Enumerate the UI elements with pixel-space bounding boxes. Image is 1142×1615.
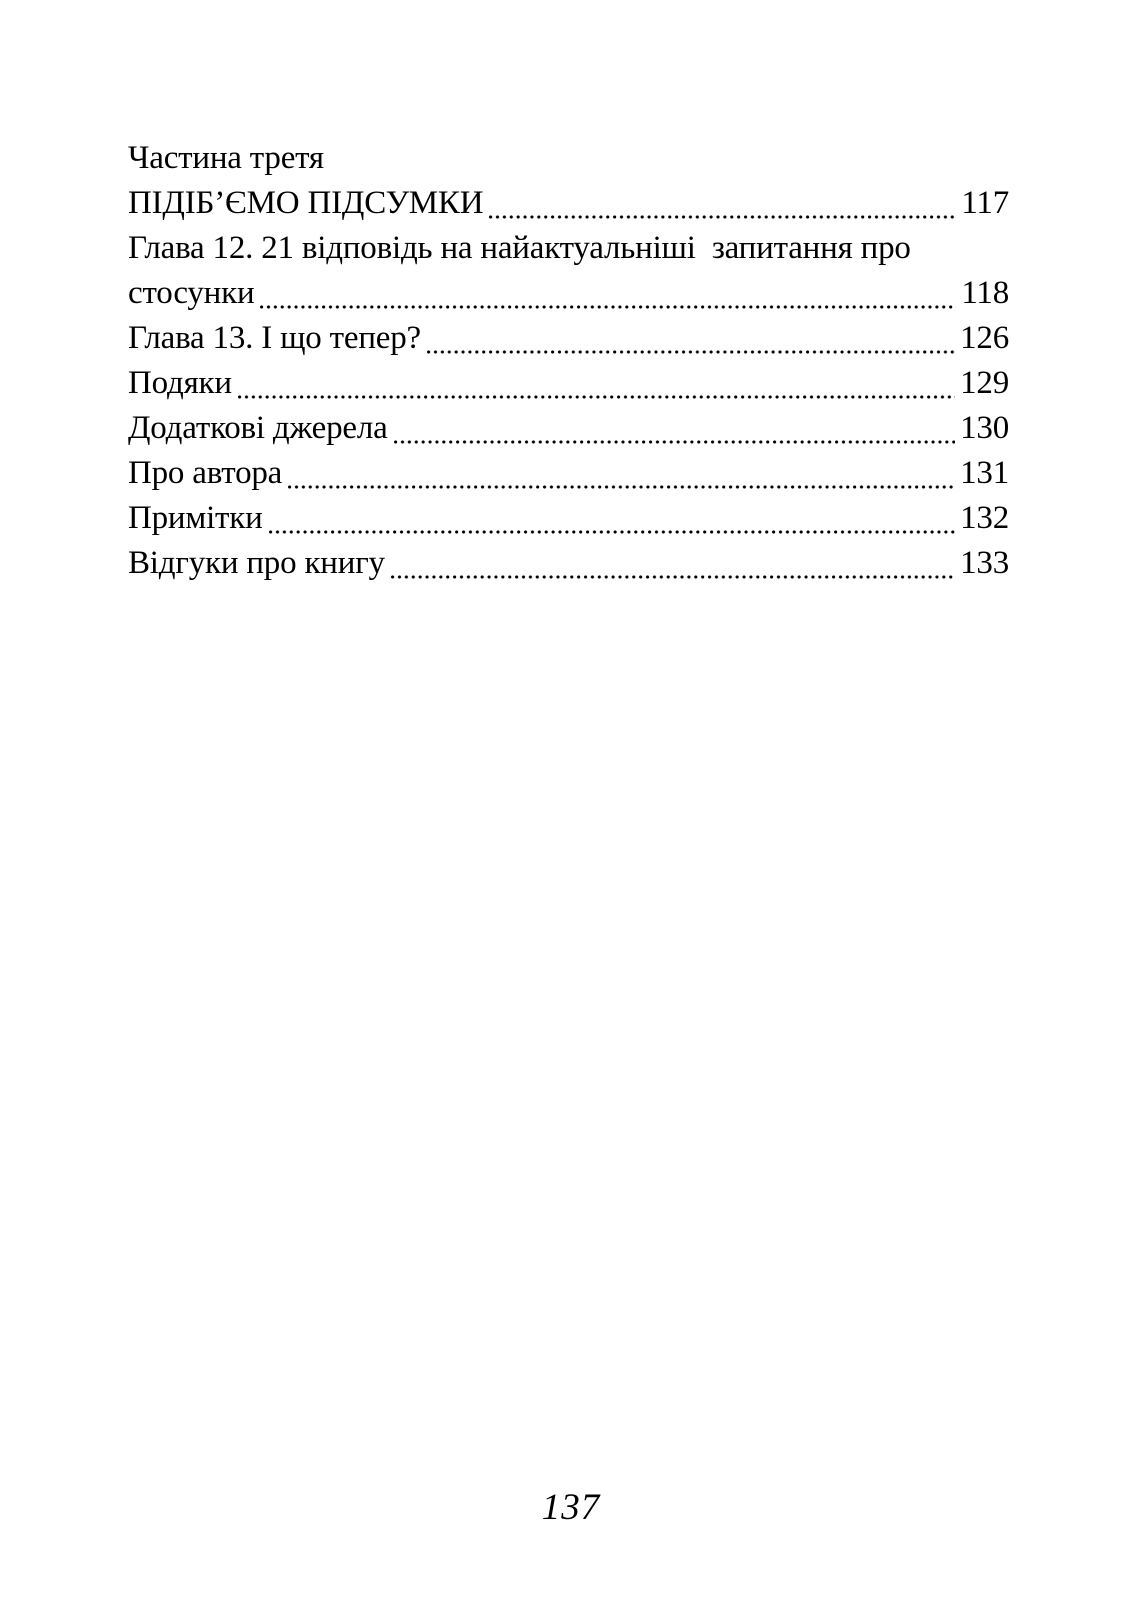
dot-leader — [427, 350, 955, 354]
toc-entry — [128, 181, 1009, 226]
toc-entry-title: Глава 13. І що тепер? — [128, 320, 421, 356]
dot-leader — [489, 215, 956, 219]
toc-entry-title: Примітки — [128, 500, 263, 536]
toc-entry-wrapped-line — [128, 226, 1009, 271]
toc-entry-title: Відгуки про книгу — [128, 545, 385, 581]
toc-entry — [128, 361, 1009, 406]
toc-page-number: 129 — [960, 365, 1009, 401]
toc-page-number: 118 — [961, 275, 1009, 311]
toc-entry-title: стосунки — [128, 275, 255, 311]
toc-entry-title: Глава 12. 21 відповідь на найактуальніші запитання про — [128, 230, 911, 266]
toc-entry — [128, 406, 1009, 451]
table-of-contents — [128, 136, 1009, 586]
toc-part-heading-line — [128, 136, 1009, 181]
dot-leader — [269, 530, 956, 534]
dot-leader — [391, 575, 955, 579]
toc-page-number: 117 — [961, 185, 1009, 221]
toc-entry — [128, 451, 1009, 496]
toc-page-number: 132 — [960, 500, 1009, 536]
toc-page-number: 133 — [960, 545, 1009, 581]
toc-page-number: 130 — [960, 410, 1009, 446]
toc-page-number: 126 — [960, 320, 1009, 356]
toc-entry-title: Подяки — [128, 365, 232, 401]
dot-leader — [260, 305, 956, 309]
folio-page-number: 137 — [541, 1487, 601, 1528]
dot-leader — [238, 395, 955, 399]
toc-entry — [128, 316, 1009, 361]
dot-leader — [394, 440, 956, 444]
toc-entry — [128, 541, 1009, 586]
toc-entry-title: Про автора — [128, 455, 283, 491]
toc-page-number: 131 — [960, 455, 1009, 491]
toc-entry — [128, 496, 1009, 541]
toc-part-label: Частина третя — [128, 140, 324, 176]
toc-entry-title: ПІДІБ’ЄМО ПІДСУМКИ — [128, 185, 484, 221]
toc-entry — [128, 271, 1009, 316]
dot-leader — [288, 485, 955, 489]
toc-entry-title: Додаткові джерела — [128, 410, 388, 446]
